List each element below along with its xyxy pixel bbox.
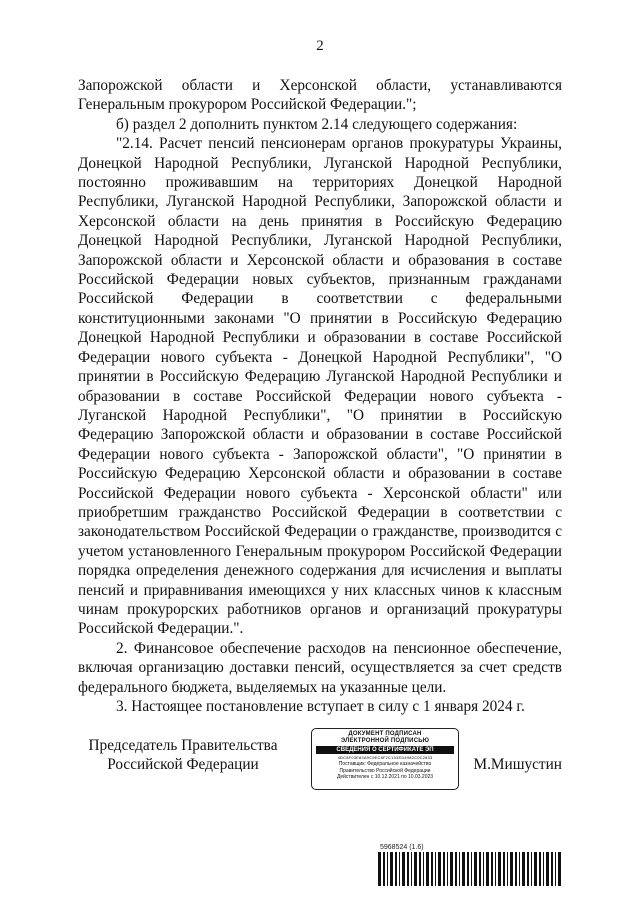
stamp-line1: ДОКУМЕНТ ПОДПИСАН: [348, 731, 422, 737]
electronic-signature-stamp: [311, 728, 459, 790]
signatory-position-line2: Российской Федерации: [107, 756, 259, 773]
signatory-position-line1: Председатель Правительства: [88, 737, 278, 754]
stamp-line2: ЭЛЕКТРОННОЙ ПОДПИСЬЮ: [340, 738, 430, 744]
document-code: 5968524 (1.6): [380, 844, 424, 851]
stamp-header: СВЕДЕНИЯ О СЕРТИФИКАТЕ ЭП: [316, 746, 454, 754]
stamp-serial: 4DC8F03E83A9C9EC8F2C153ED4982C0C2833: [337, 755, 433, 760]
paragraph-point-2-14: "2.14. Расчет пенсий пенсионерам органов прокуратуры Украины, Донецкой Народной Республики, Луганской Народной Республики, постоянно проживавшим на территориях Донецкой Народной Республики, Луганской Народной Республики, Запорожской области и Херсонской области на день принятия в Российскую Федерацию Донецкой Народной Республики, Луганской Народной Республики, Запорожской области и Херсонской области и образования в составе Российской Федерации новых субъектов, признанным гражданами Российской Федерации в соответствии с федеральными конституционными законами "О принятии в Российскую Федерацию Донецкой Народной Республики и образовании в составе Российской Федерации нового субъекта - Донецкой Народной Республики", "О принятии в Российскую Федерацию Луганской Народной Республики и образовании в составе Российской Федерации нового субъекта - Луганской Народной Республики", "О принятии в Российскую Федерацию Запорожской области и образовании в составе Российской Федерации нового субъекта - Запорожской области", "О принятии в Российскую Федерацию Херсонской области и образовании в составе Российской Федерации нового субъекта - Херсонской области" или приобретшим гражданство Российской Федерации в соответствии с законодательством Российской Федерации о гражданстве, производится с учетом установленного Генеральным прокурором Российской Федерации порядка определения денежного содержания для исчисления и выплаты пенсий и приравнивания имеющихся у них классных чинов к классным чинам прокурорских работников органов и организаций прокуратуры Российской Федерации.".: [78, 135, 562, 638]
signatory-position: [78, 736, 288, 774]
paragraph-amendment-b: б) раздел 2 дополнить пунктом 2.14 следующего содержания:: [116, 115, 518, 133]
barcode: [378, 852, 564, 886]
document-body: [78, 76, 562, 716]
paragraph-effective-date: 3. Настоящее постановление вступает в силу с 1 января 2024 г.: [116, 698, 525, 715]
page-number: 2: [316, 38, 324, 54]
stamp-owner-line1: Поставщик: Федеральное казначейство: [338, 761, 432, 767]
signatory-name: М.Мишустин: [473, 756, 562, 773]
stamp-owner-line2: Правительство Российской Федерации: [339, 767, 431, 774]
paragraph-financing: 2. Финансовое обеспечение расходов на пенсионное обеспечение, включая организацию доставки пенсий, осуществляется за счет средств федерального бюджета, выделяемых на указанные цели.: [78, 639, 562, 696]
stamp-validity: Действителен с 10.12.2021 по 10.03.2023: [336, 774, 434, 780]
paragraph-continuation: Запорожской области и Херсонской области, устанавливаются Генеральным прокурором Российской Федерации.";: [78, 77, 562, 114]
